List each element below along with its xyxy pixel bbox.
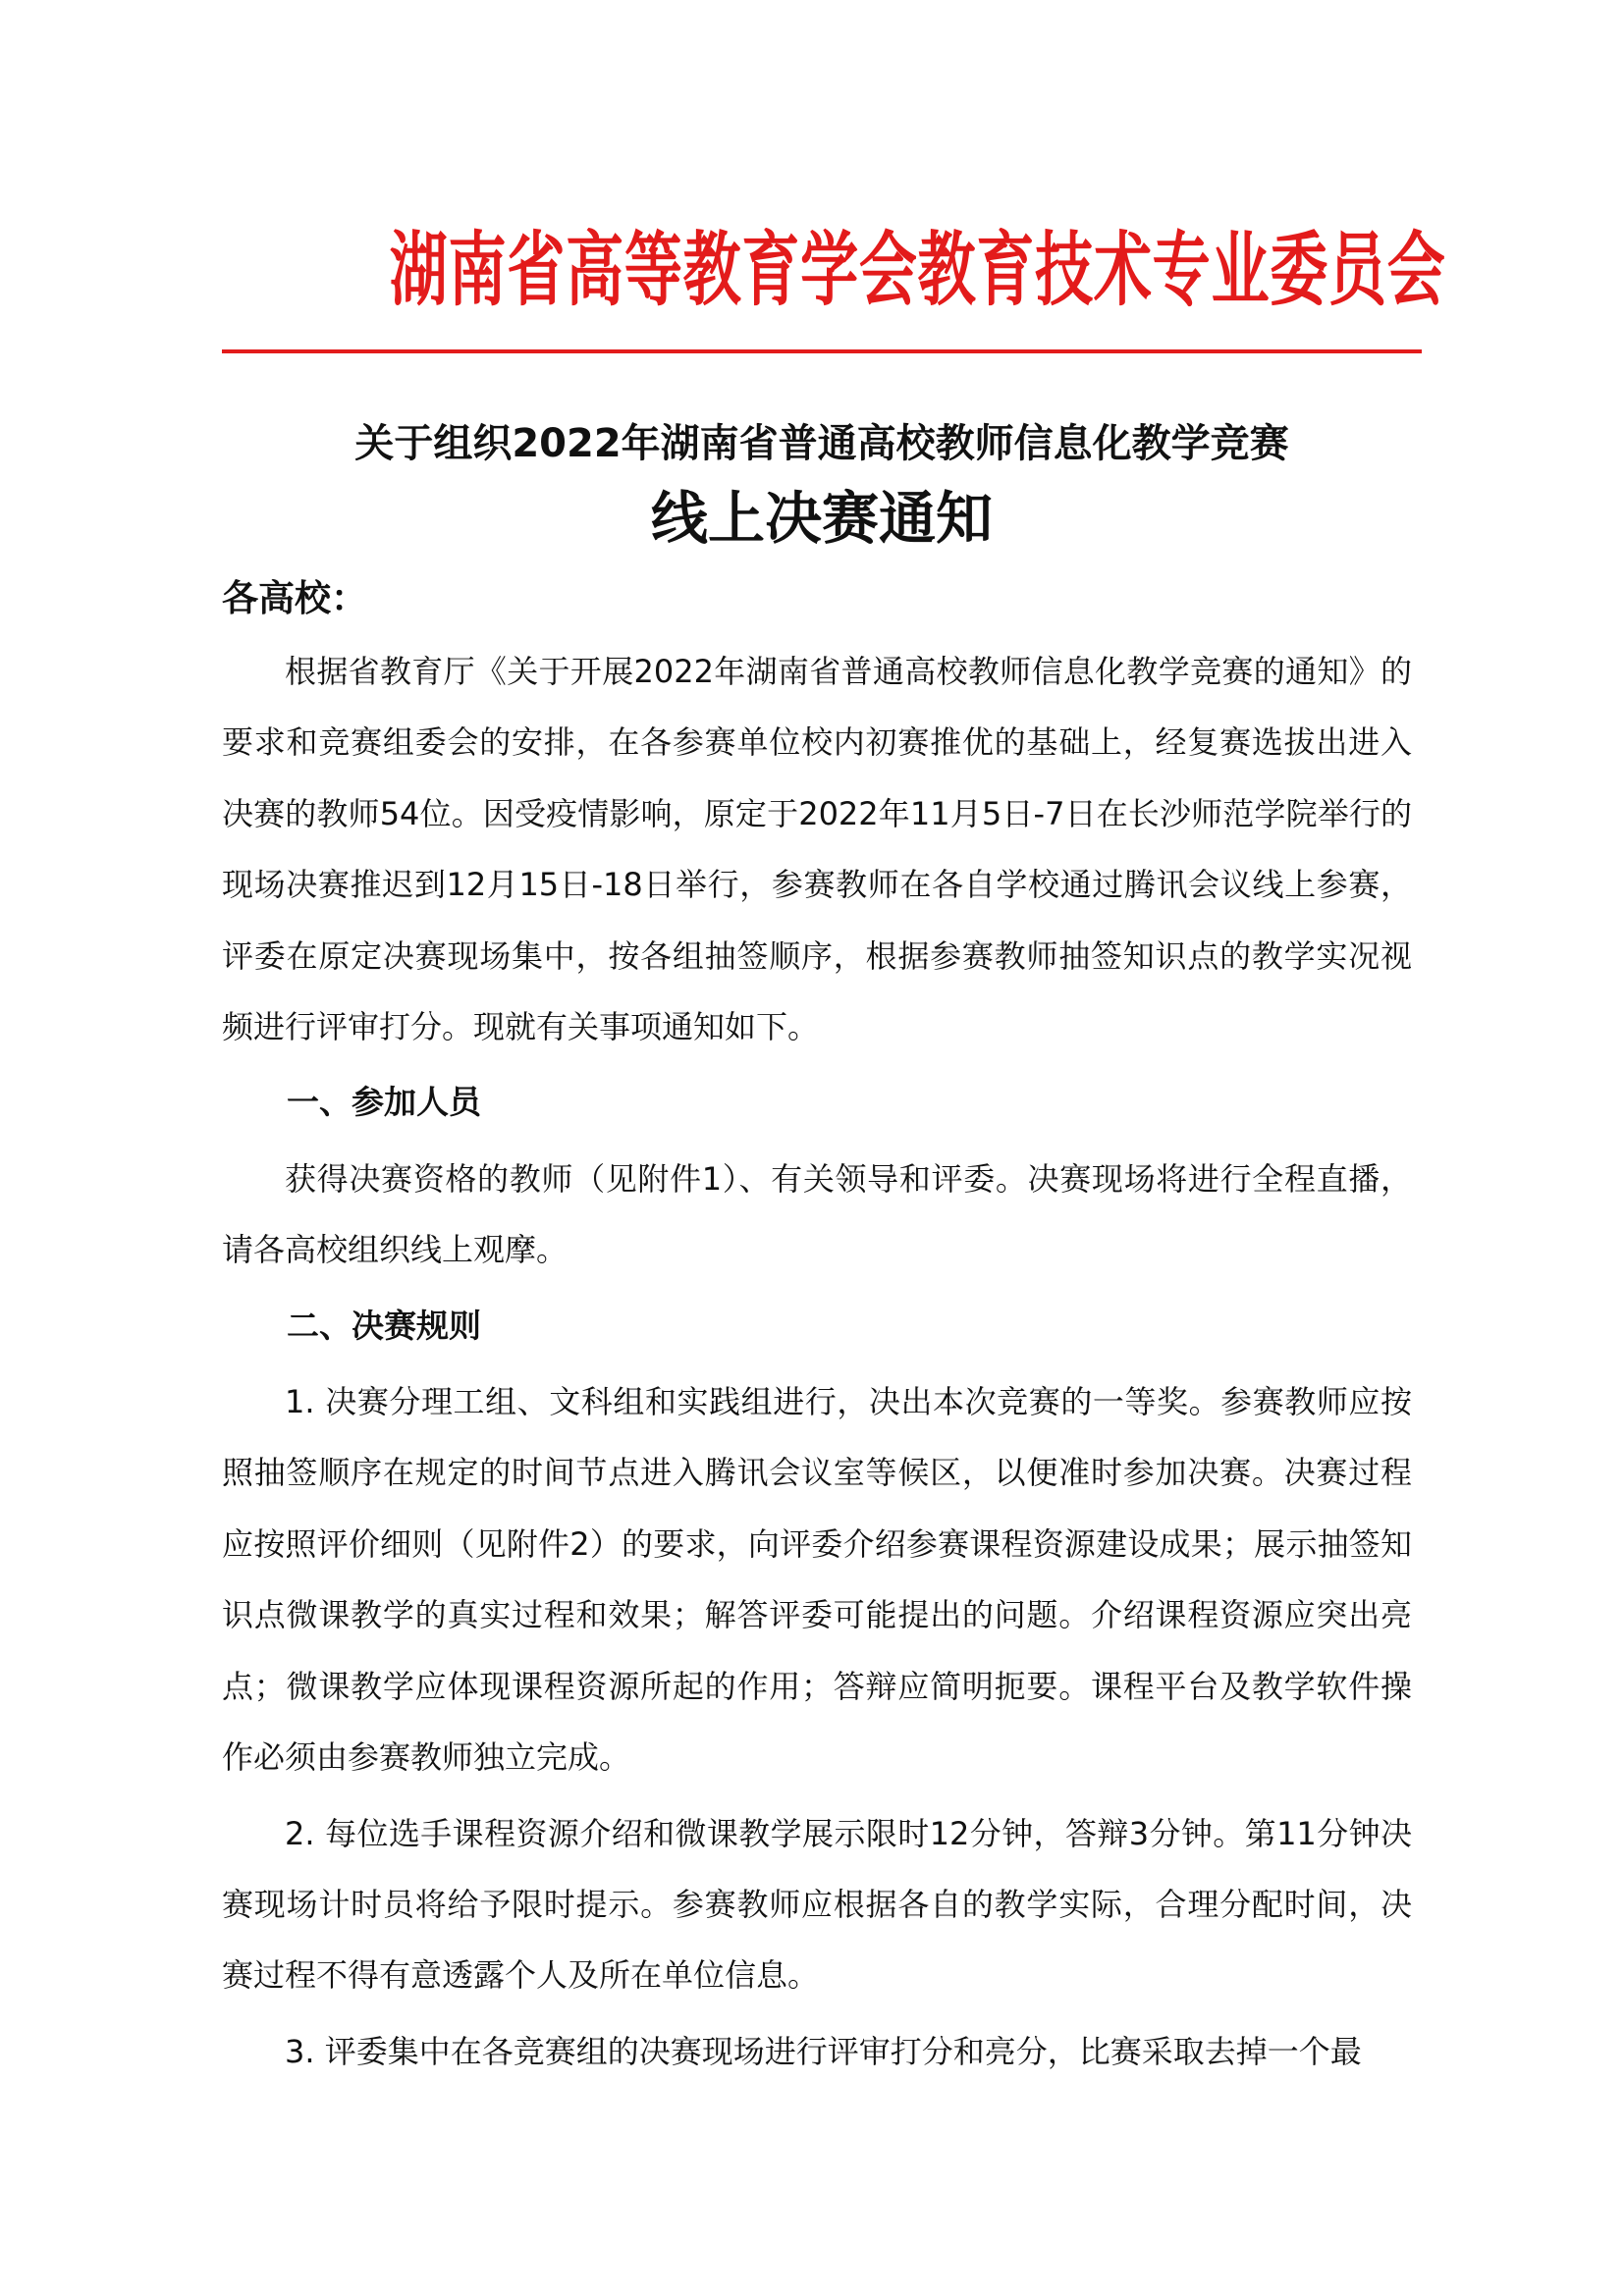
section-heading-participants: 一、参加人员 bbox=[287, 1083, 481, 1122]
notice-subtitle: 线上决赛通知 bbox=[650, 485, 993, 552]
organization-letterhead: 湖南省高等教育学会教育技术专业委员会 bbox=[389, 223, 1446, 317]
salutation: 各高校： bbox=[222, 577, 367, 619]
rule-paragraph-3: 3. 评委集中在各竞赛组的决赛现场进行评审打分和亮分，比赛采取去掉一个最 bbox=[285, 2032, 1362, 2070]
notice-body bbox=[222, 636, 1412, 2092]
section-heading-rules: 二、决赛规则 bbox=[287, 1306, 481, 1345]
letterhead-divider bbox=[222, 349, 1422, 353]
intro-paragraph: 根据省教育厅《关于开展2022年湖南省普通高校教师信息化教学竞赛的通知》的要求和竞赛组委会的安排，在各参赛单位校内初赛推优的基础上，经复赛选拔出进入决赛的教师54位。因受疫情影响，原定于2022年11月5日-7日在长沙师范学院举行的现场决赛推迟到12月15日-18日举行，参赛教师在各自学校通过腾讯会议线上参赛，评委在原定决赛现场集中，按各组抽签顺序，根据参赛教师抽签知识点的教学实况视频进行评审打分。现就有关事项通知如下。 bbox=[222, 653, 1412, 1046]
rule-paragraph-1: 1. 决赛分理工组、文科组和实践组进行，决出本次竞赛的一等奖。参赛教师应按照抽签顺序在规定的时间节点进入腾讯会议室等候区，以便准时参加决赛。决赛过程应按照评价细则（见附件2）的要求，向评委介绍参赛课程资源建设成果；展示抽签知识点微课教学的真实过程和效果；解答评委可能提出的问题。介绍课程资源应突出亮点；微课教学应体现课程资源所起的作用；答辩应简明扼要。课程平台及教学软件操作必须由参赛教师独立完成。 bbox=[222, 1383, 1412, 1777]
rule-paragraph-2: 2. 每位选手课程资源介绍和微课教学展示限时12分钟，答辩3分钟。第11分钟决赛现场计时员将给予限时提示。参赛教师应根据各自的教学实际，合理分配时间，决赛过程不得有意透露个人及所在单位信息。 bbox=[222, 1814, 1412, 1995]
participants-paragraph: 获得决赛资格的教师（见附件1）、有关领导和评委。决赛现场将进行全程直播，请各高校组织线上观摩。 bbox=[222, 1159, 1412, 1269]
notice-title: 关于组织2022年湖南省普通高校教师信息化教学竞赛 bbox=[354, 421, 1289, 466]
